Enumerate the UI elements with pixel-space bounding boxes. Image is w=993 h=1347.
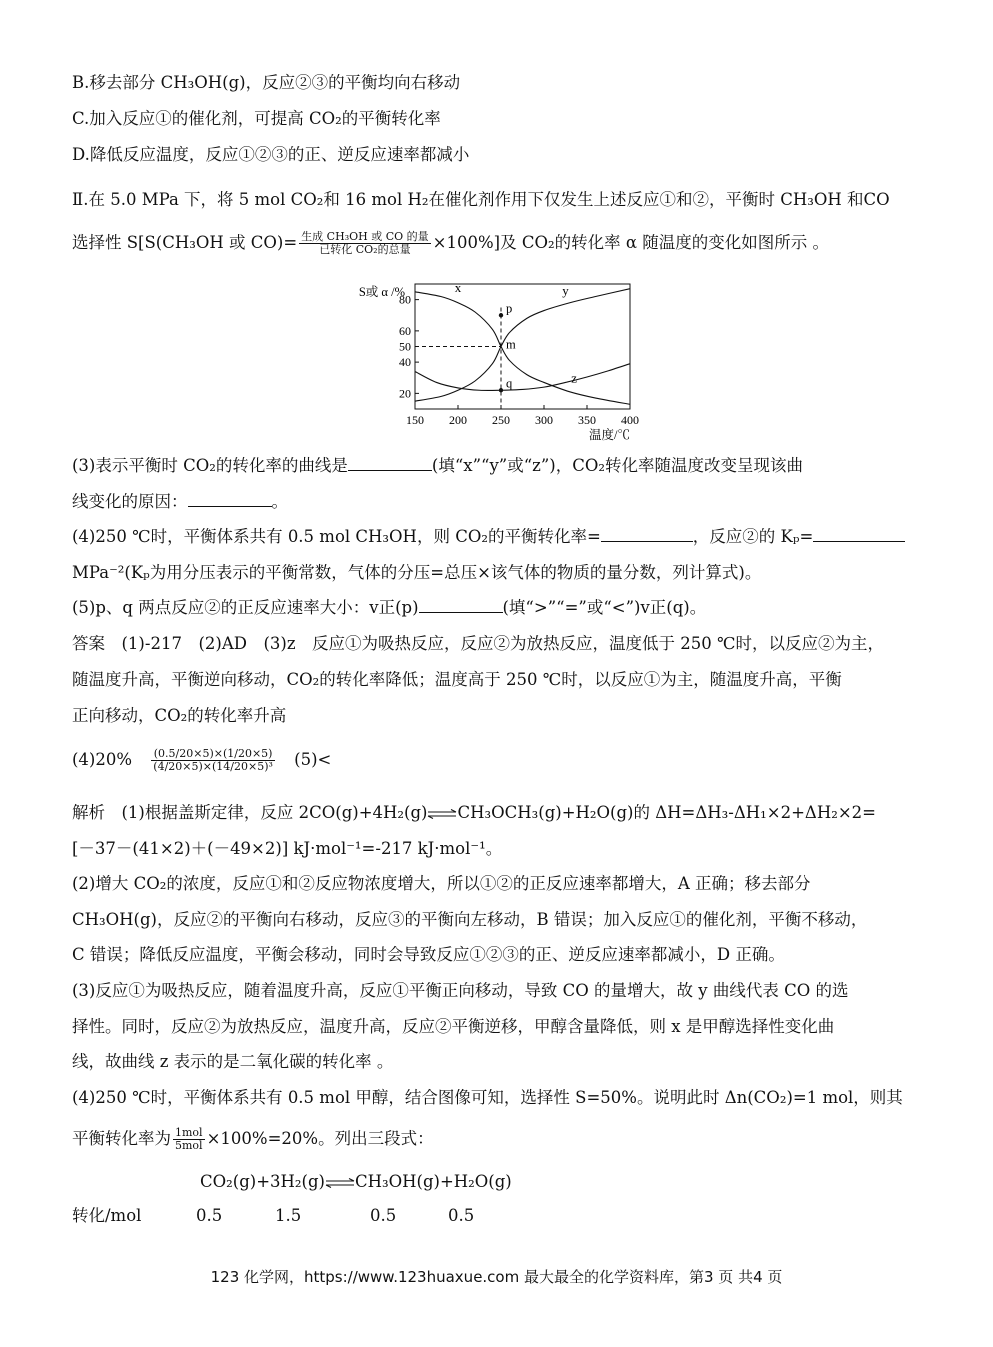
selectivity-fraction bbox=[299, 231, 430, 256]
answer-kp-numerator: (0.5/20×5)×(1/20×5) bbox=[151, 748, 275, 761]
ice-reaction bbox=[200, 1171, 512, 1193]
ice-value: 0.5 bbox=[448, 1206, 475, 1225]
series-y-line bbox=[415, 289, 630, 402]
analysis-line5: C 错误；降低反应温度，平衡会移动，同时会导致反应①②③的正、逆反应速率都减小，D 正确。 bbox=[72, 945, 785, 964]
ice-row-label: 转化/mol bbox=[72, 1206, 142, 1225]
ice-reactants: CO₂(g)+3H₂(g) bbox=[200, 1172, 325, 1191]
q4-text-a: (4)250 ℃时，平衡体系共有 0.5 mol CH₃OH，则 CO₂的平衡转化率= bbox=[72, 527, 601, 546]
x-tick-label: 400 bbox=[621, 413, 639, 427]
analysis-line7: 择性。同时，反应②为放热反应，温度升高，反应②平衡逆移，甲醇含量降低，则 x 是甲醇选择性变化曲 bbox=[72, 1017, 835, 1036]
q4-text-b: ，反应②的 Kₚ= bbox=[692, 527, 814, 546]
analysis-line9: (4)250 ℃时，平衡体系共有 0.5 mol 甲醇，结合图像可知，选择性 S=50%。说明此时 Δn(CO₂)=1 mol，则其 bbox=[72, 1088, 903, 1107]
x-axis-label: 温度/℃ bbox=[589, 428, 630, 442]
answer-5-value: (5)< bbox=[294, 750, 332, 769]
analysis-reaction-right: CH₃OCH₃(g)+H₂O(g)的 ΔH=ΔH₃-ΔH₁×2+ΔH₂×2= bbox=[457, 803, 876, 822]
y-tick-label: 60 bbox=[399, 323, 411, 338]
point-m-label: m bbox=[506, 337, 516, 352]
y-tick-label: 40 bbox=[399, 355, 411, 370]
selectivity-suffix: ×100%]及 CO₂的转化率 α 随温度的变化如图所示 。 bbox=[432, 233, 829, 252]
x-tick-label: 150 bbox=[406, 413, 424, 427]
equilibrium-arrow-icon bbox=[427, 809, 457, 819]
point-q-marker bbox=[499, 388, 503, 392]
y-tick-label: 50 bbox=[399, 339, 411, 354]
chart-axes bbox=[359, 284, 639, 442]
q3-text-b: (填“x”“y”或“z”)，CO₂转化率随温度改变呈现该曲 bbox=[431, 456, 803, 475]
series-z-label: z bbox=[571, 370, 577, 386]
point-p-marker bbox=[499, 313, 503, 317]
answer-line4 bbox=[72, 748, 331, 773]
selectivity-numerator: 生成 CH₃OH 或 CO 的量 bbox=[301, 230, 429, 243]
option-d: D.降低反应温度，反应①②③的正、逆反应速率都减小 bbox=[72, 145, 470, 164]
y-axis-label: S或 α /% bbox=[358, 285, 405, 299]
series-x-label: x bbox=[454, 279, 462, 295]
q3-blank-reason[interactable] bbox=[188, 506, 272, 507]
selectivity-denominator: 已转化 CO₂的总量 bbox=[319, 243, 411, 256]
answer-line1: 答案 (1)-217 (2)AD (3)z 反应①为吸热反应，反应②为放热反应，温度低于 250 ℃时，以反应②为主， bbox=[72, 634, 884, 653]
analysis-conv-denominator: 5mol bbox=[175, 1139, 203, 1152]
ice-value: 0.5 bbox=[196, 1206, 223, 1225]
part2-intro: Ⅱ.在 5.0 MPa 下，将 5 mol CO₂和 16 mol H₂在催化剂作用下仅发生上述反应①和②，平衡时 CH₃OH 和CO bbox=[72, 190, 890, 209]
answer-kp-denominator: (4/20×5)×(14/20×5)³ bbox=[153, 760, 273, 773]
plot-frame bbox=[415, 284, 630, 409]
q4-line2: MPa⁻²(Kₚ为用分压表示的平衡常数，气体的分压=总压×该气体的物质的量分数，列计算式)。 bbox=[72, 563, 762, 582]
q3-text-c: 线变化的原因： bbox=[72, 492, 188, 511]
series-z-line bbox=[415, 364, 630, 391]
selectivity-conversion-chart bbox=[340, 272, 650, 447]
q5-blank-compare[interactable] bbox=[419, 612, 503, 613]
analysis-line3: (2)增大 CO₂的浓度，反应①和②反应物浓度增大，所以①②的正反应速率都增大，A 正确；移去部分 bbox=[72, 874, 811, 893]
analysis-line6: (3)反应①为吸热反应，随着温度升高，反应①平衡正向移动，导致 CO 的量增大，故 y 曲线代表 CO 的选 bbox=[72, 981, 849, 1000]
analysis-conv-suffix: ×100%=20%。列出三段式： bbox=[206, 1129, 434, 1148]
q4-blank-conversion[interactable] bbox=[601, 541, 693, 542]
point-q-label: q bbox=[506, 376, 513, 391]
q3-text-d: 。 bbox=[271, 492, 288, 511]
q3-text-a: (3)表示平衡时 CO₂的转化率的曲线是 bbox=[72, 456, 348, 475]
analysis-line10 bbox=[72, 1127, 434, 1152]
series-y-label: y bbox=[562, 282, 569, 298]
answer-kp-fraction bbox=[151, 748, 275, 773]
ice-products: CH₃OH(g)+H₂O(g) bbox=[354, 1172, 512, 1191]
equilibrium-arrow-icon bbox=[325, 1178, 355, 1188]
y-tick-label: 80 bbox=[399, 292, 411, 307]
ice-value: 0.5 bbox=[370, 1206, 397, 1225]
q4-line1 bbox=[72, 526, 905, 548]
analysis-line8: 线，故曲线 z 表示的是二氧化碳的转化率 。 bbox=[72, 1052, 394, 1071]
answer-line3: 正向移动，CO₂的转化率升高 bbox=[72, 706, 287, 725]
x-tick-label: 300 bbox=[535, 413, 553, 427]
x-tick-label: 250 bbox=[492, 413, 510, 427]
analysis-conv-fraction bbox=[173, 1127, 205, 1152]
answer-4-value: (4)20% bbox=[72, 750, 133, 769]
x-tick-label: 350 bbox=[578, 413, 596, 427]
q3-blank-curve[interactable] bbox=[348, 470, 432, 471]
q5-line bbox=[72, 597, 706, 619]
q3-line1 bbox=[72, 455, 803, 477]
y-tick-label: 20 bbox=[399, 386, 411, 401]
page-footer: 123 化学网，https://www.123huaxue.com 最大最全的化学资料库，第3 页 共4 页 bbox=[210, 1268, 783, 1286]
analysis-conv-numerator: 1mol bbox=[175, 1126, 203, 1139]
point-p-label: p bbox=[506, 301, 513, 316]
analysis-conv-prefix: 平衡转化率为 bbox=[72, 1129, 171, 1148]
x-tick-label: 200 bbox=[449, 413, 467, 427]
selectivity-definition bbox=[72, 231, 829, 256]
analysis-line1 bbox=[72, 802, 876, 824]
selectivity-prefix: 选择性 S[S(CH₃OH 或 CO)= bbox=[72, 233, 298, 252]
chart-series bbox=[415, 280, 630, 405]
option-c: C.加入反应①的催化剂，可提高 CO₂的平衡转化率 bbox=[72, 109, 441, 128]
option-b: B.移去部分 CH₃OH(g)，反应②③的平衡均向右移动 bbox=[72, 73, 461, 92]
q3-line2 bbox=[72, 491, 288, 513]
q4-blank-kp[interactable] bbox=[813, 541, 905, 542]
q5-text-b: (填“>”“=”或“<”)v正(q)。 bbox=[502, 598, 707, 617]
analysis-line4: CH₃OH(g)，反应②的平衡向右移动，反应③的平衡向左移动，B 错误；加入反应①的催化剂，平衡不移动， bbox=[72, 910, 868, 929]
q5-text-a: (5)p、q 两点反应②的正反应速率大小：v正(p) bbox=[72, 598, 419, 617]
ice-value: 1.5 bbox=[275, 1206, 302, 1225]
analysis-reaction-left: 解析 (1)根据盖斯定律，反应 2CO(g)+4H₂(g) bbox=[72, 803, 428, 822]
series-x-line bbox=[415, 292, 630, 405]
analysis-line2: [－37－(41×2)＋(－49×2)] kJ·mol⁻¹=-217 kJ·mol⁻¹。 bbox=[72, 839, 503, 858]
answer-line2: 随温度升高，平衡逆向移动，CO₂的转化率降低；温度高于 250 ℃时，以反应①为主，随温度升高，平衡 bbox=[72, 670, 842, 689]
